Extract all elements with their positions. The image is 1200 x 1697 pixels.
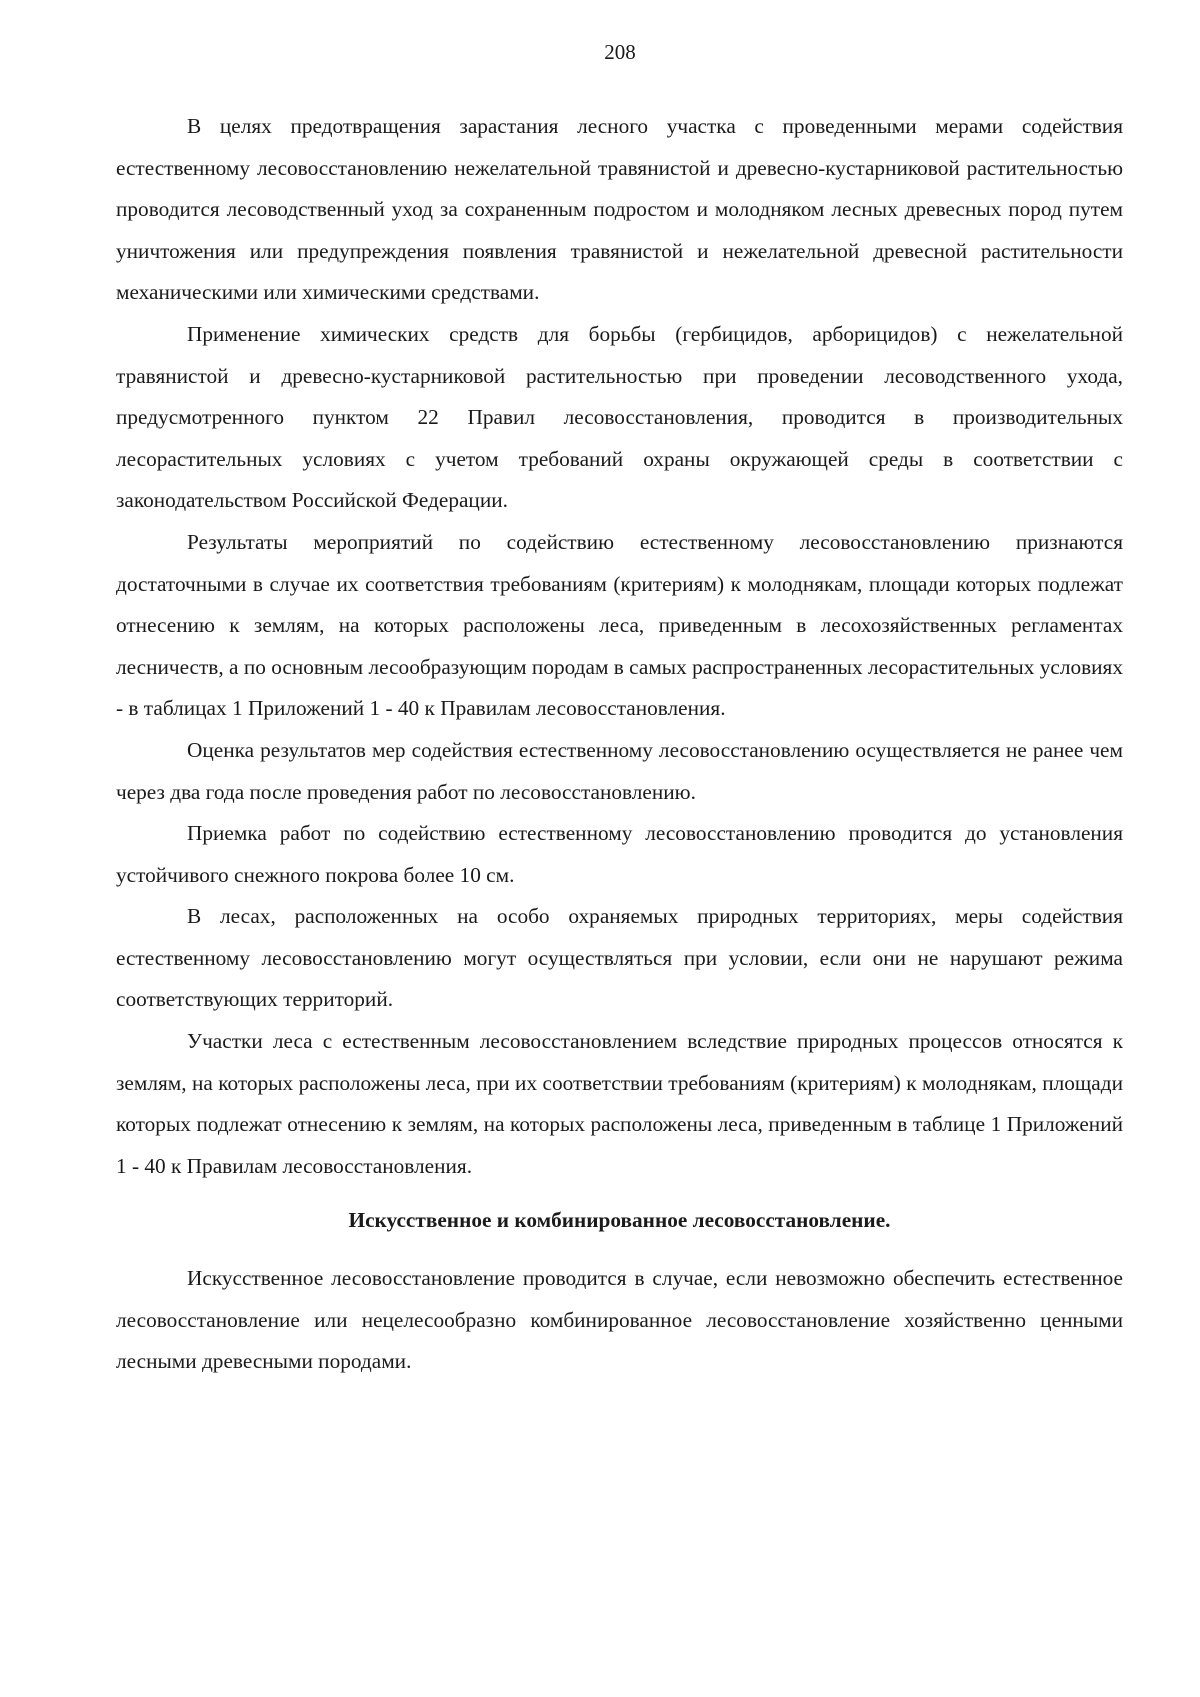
- section-heading: Искусственное и комбинированное лесовосстановление.: [348, 1208, 891, 1233]
- paragraph: Искусственное лесовосстановление проводится в случае, если невозможно обеспечить естественное лесовосстановление или нецелесообразно комбинированное лесовосстановление хозяйственно ценными лесными древесными породами.: [116, 1266, 1123, 1374]
- document-body: [116, 106, 1123, 1383]
- paragraph: Приемка работ по содействию естественному лесовосстановлению проводится до установления устойчивого снежного покрова более 10 см.: [116, 821, 1123, 887]
- paragraph: В целях предотвращения зарастания лесного участка с проведенными мерами содействия естественному лесовосстановлению нежелательной травянистой и древесно-кустарниковой растительностью проводится лесоводственный уход за сохраненным подростом и молодняком лесных древесных пород путем уничтожения или предупреждения появления травянистой и нежелательной древесной растительности механическими или химическими средствами.: [116, 114, 1123, 305]
- page-number: 208: [604, 40, 636, 64]
- paragraph: В лесах, расположенных на особо охраняемых природных территориях, меры содействия естественному лесовосстановлению могут осуществляться при условии, если они не нарушают режима соответствующих территорий.: [116, 904, 1123, 1012]
- paragraph: Применение химических средств для борьбы (гербицидов, арборицидов) с нежелательной травянистой и древесно-кустарниковой растительностью при проведении лесоводственного ухода, предусмотренного пунктом 22 Правил лесовосстановления, проводится в производительных лесорастительных условиях с учетом требований охраны окружающей среды в соответствии с законодательством Российской Федерации.: [116, 321, 1123, 513]
- paragraph: Результаты мероприятий по содействию естественному лесовосстановлению признаются достаточными в случае их соответствия требованиям (критериям) к молоднякам, площади которых подлежат отнесению к землям, на которых расположены леса, приведенным в лесохозяйственных регламентах лесничеств, а по основным лесообразующим породам в самых распространенных лесорастительных условиях - в таблицах 1 Приложений 1 - 40 к Правилам лесовосстановления.: [116, 529, 1123, 721]
- paragraph: Оценка результатов мер содействия естественному лесовосстановлению осуществляется не ранее чем через два года после проведения работ по лесовосстановлению.: [116, 737, 1123, 804]
- paragraph: Участки леса с естественным лесовосстановлением вследствие природных процессов относятся к землям, на которых расположены леса, при их соответствии требованиям (критериям) к молоднякам, площади которых подлежат отнесению к землям, на которых расположены леса, приведенным в таблице 1 Приложений 1 - 40 к Правилам лесовосстановления.: [116, 1029, 1123, 1178]
